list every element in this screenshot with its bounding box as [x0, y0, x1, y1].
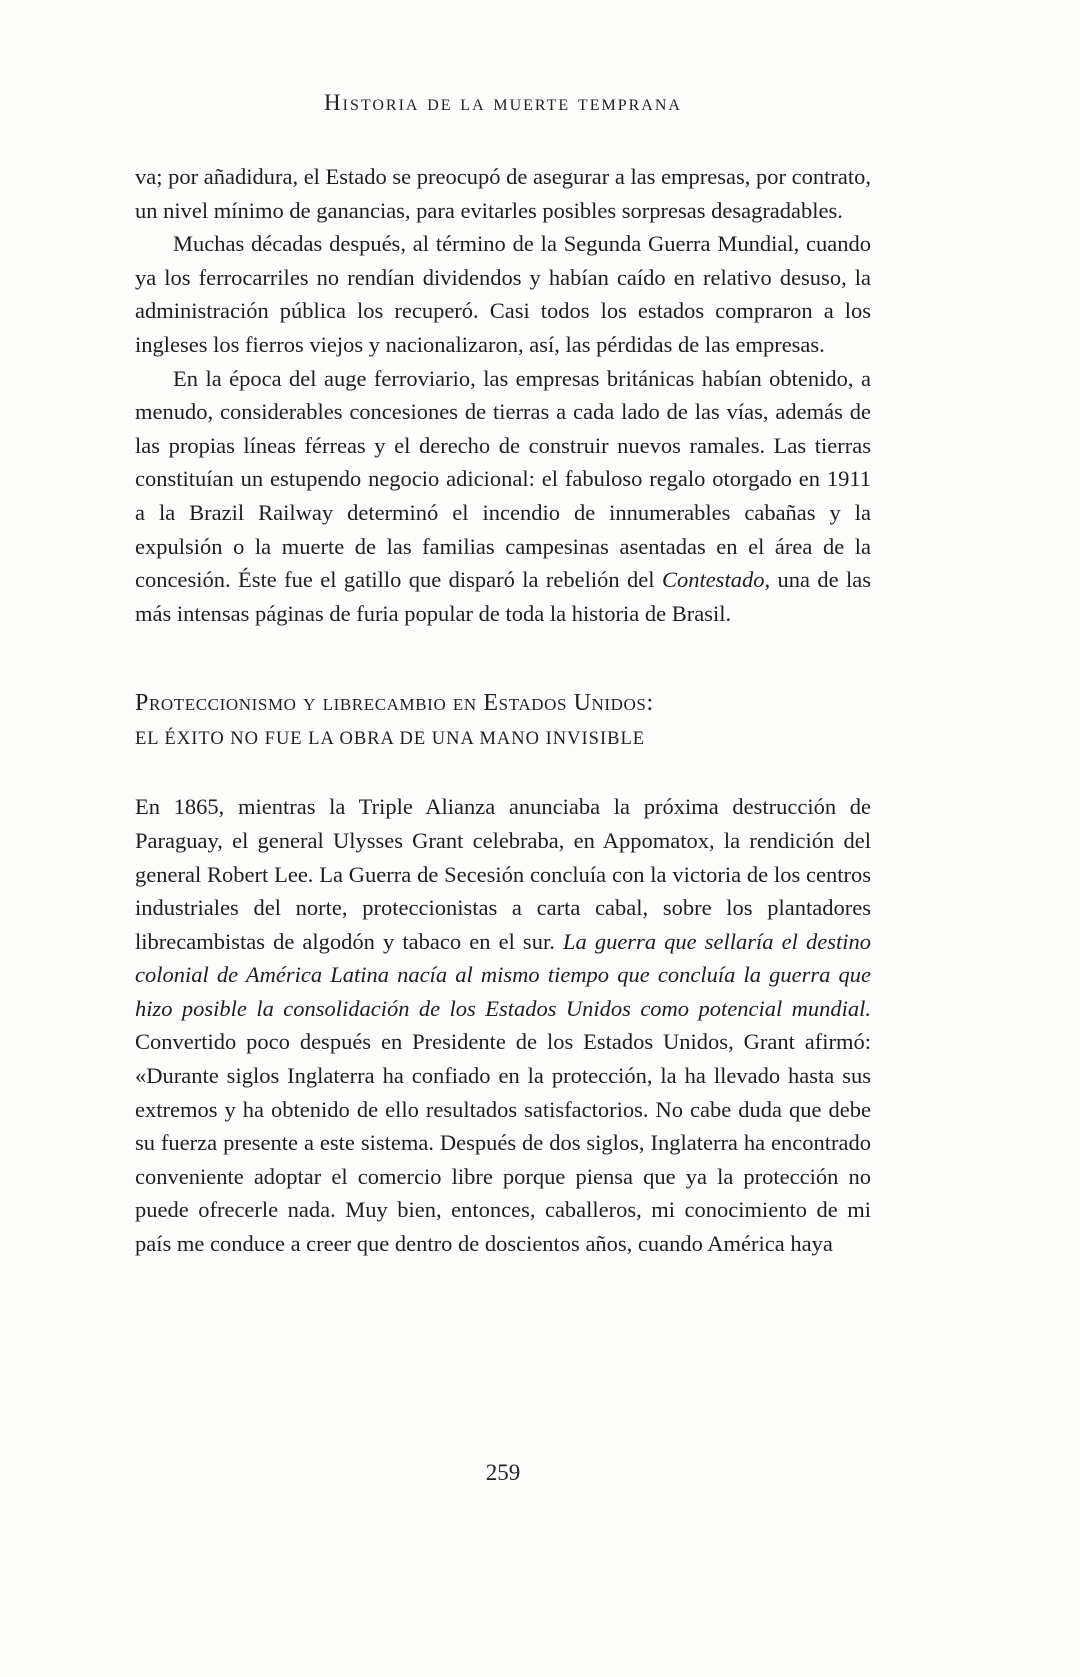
paragraph-text: Muchas décadas después, al término de la Segunda Guerra Mundial, cuando ya los ferrocarriles no rendían dividendos y habían caído en relativo desuso, la administración pública los recuperó. Casi todos los estados compraron a los ingleses los fierros viejos y nacionalizaron, así, las pérdidas de las empresas. [135, 231, 871, 357]
paragraph [135, 160, 871, 227]
paragraph [135, 790, 871, 1260]
section-heading-line-1: Proteccionismo y librecambio en Estados Unidos: [135, 690, 654, 717]
section-heading-line-2: EL ÉXITO NO FUE LA OBRA DE UNA MANO INVISIBLE [135, 729, 646, 750]
page-number: 259 [485, 1460, 521, 1485]
section-heading [135, 686, 871, 754]
running-head: Historia de la muerte temprana [324, 90, 682, 115]
paragraph [135, 227, 871, 361]
paragraph-text: , una de las más intensas páginas de furia popular de toda la historia de Brasil. [135, 567, 871, 626]
paragraph [135, 362, 871, 631]
italic-term: Contestado [661, 567, 765, 593]
paragraph-text: En la época del auge ferroviario, las empresas británicas habían obtenido, a menudo, considerables concesiones de tierras a cada lado de las vías, además de las propias líneas férreas y el derecho de construir nuevos ramales. Las tierras constituían un estupendo negocio adicional: el fabuloso regalo otorgado en 1911 a la Brazil Railway determinó el incendio de innumerables cabañas y la expulsión o la muerte de las familias campesinas asentadas en el área de la concesión. Éste fue el gatillo que disparó la rebelión del [135, 365, 871, 593]
italic-sentence: La guerra que sellaría el destino colonial de América Latina nacía al mismo tiempo que concluía la guerra que hizo posible la consolidación de los Estados Unidos como potencial mundial. [135, 928, 872, 1021]
text-block [135, 160, 871, 1261]
paragraph-text: Convertido poco después en Presidente de los Estados Unidos, Grant afirmó: «Durante siglos Inglaterra ha confiado en la protección, la ha llevado hasta sus extremos y ha obtenido de ello resultados satisfactorios. No cabe duda que debe su fuerza presente a este sistema. Después de dos siglos, Inglaterra ha encontrado conveniente adoptar el comercio libre porque piensa que ya la protección no puede ofrecerle nada. Muy bien, entonces, caballeros, mi conocimiento de mi país me conduce a creer que dentro de doscientos años, cuando América haya [135, 1029, 871, 1257]
paragraph-text: En 1865, mientras la Triple Alianza anunciaba la próxima destrucción de Paraguay, el general Ulysses Grant celebraba, en Appomatox, la rendición del general Robert Lee. La Guerra de Secesión concluía con la victoria de los centros industriales del norte, proteccionistas a carta cabal, sobre los plantadores librecambistas de algodón y tabaco en el sur. [135, 794, 871, 954]
paragraph-text: va; por añadidura, el Estado se preocupó de asegurar a las empresas, por contrato, un nivel mínimo de ganancias, para evitarles posibles sorpresas desagradables. [135, 164, 871, 223]
